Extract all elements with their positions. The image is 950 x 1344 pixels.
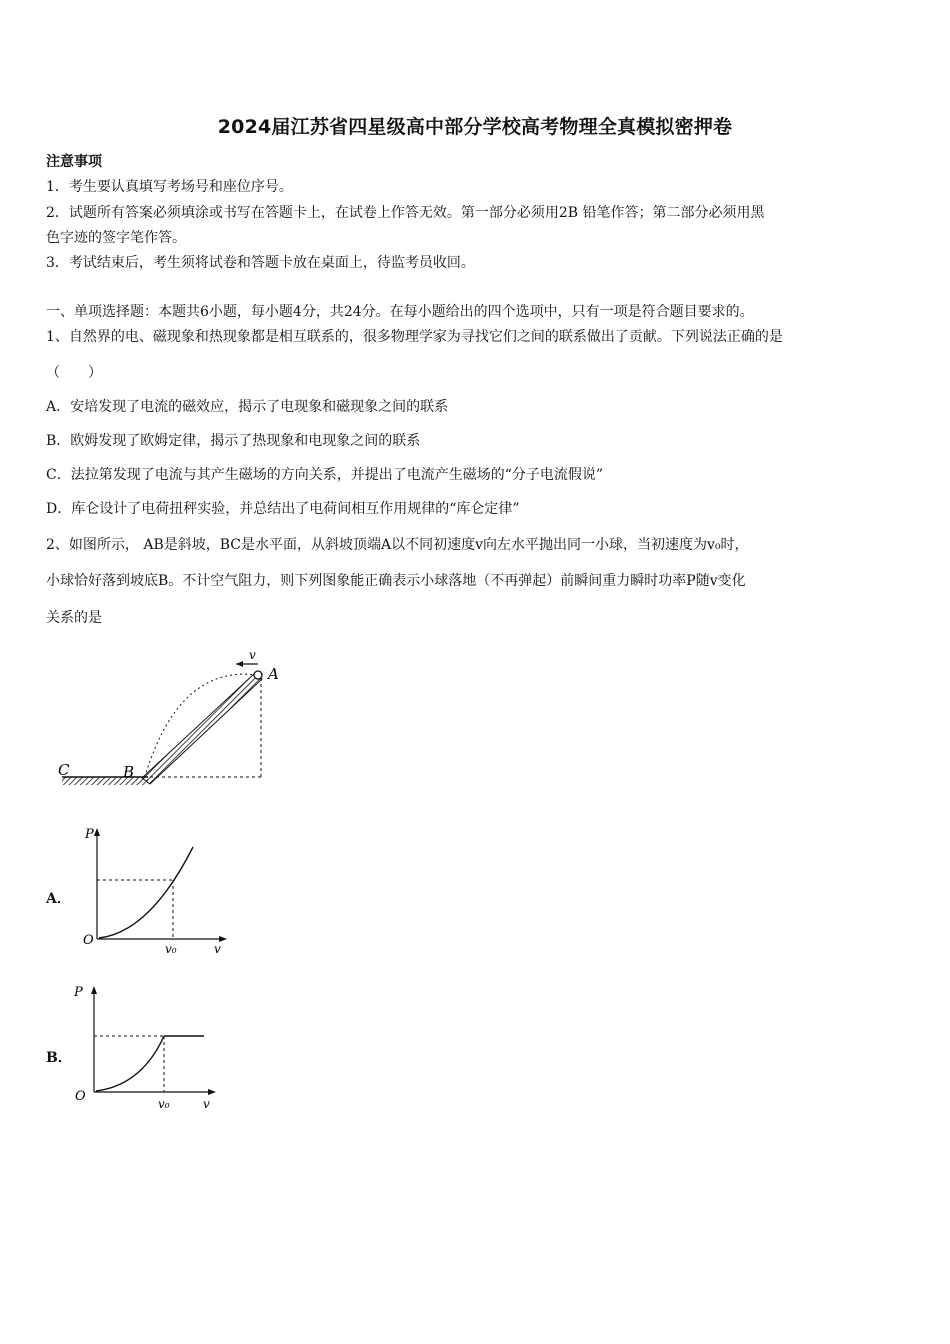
graph-a-y-arrow [94, 828, 100, 836]
point-c-label: C [58, 761, 70, 779]
graph-a [75, 822, 235, 957]
q1-option-a: A．安培发现了电流的磁效应，揭示了电现象和磁现象之间的联系 [46, 399, 449, 415]
q2-stem-2: 小球恰好落到坡底B。不计空气阻力，则下列图象能正确表示小球落地（不再弹起）前瞬间重力瞬时功率P随v变化 [46, 573, 746, 589]
notice-item-2-cont: 色字迹的签字笔作答。 [46, 230, 186, 246]
q1-stem: 1、自然界的电、磁现象和热现象都是相互联系的，很多物理学家为寻找它们之间的联系做出了贡献。下列说法正确的是 [46, 329, 783, 345]
slope-ab [142, 673, 262, 784]
q2-stem-1: 2、如图所示， AB是斜坡，BC是水平面，从斜坡顶端A以不同初速度v向左水平抛出同一小球，当初速度为v₀时， [46, 537, 749, 553]
section-heading: 一、单项选择题：本题共6小题，每小题4分，共24分。在每小题给出的四个选项中，只有一项是符合题目要求的。 [46, 304, 754, 320]
graph-b-curve [96, 1036, 164, 1091]
graph-a-y-label: P [85, 827, 94, 842]
q1-stem-paren: （ ） [46, 365, 102, 381]
notice-heading: 注意事项 [46, 154, 102, 170]
velocity-arrowhead [236, 661, 243, 667]
graph-b-x-arrow [208, 1089, 216, 1095]
notice-item-1: 1．考生要认真填写考场号和座位序号。 [46, 179, 293, 195]
notice-item-3: 3．考试结束后，考生须将试卷和答题卡放在桌面上，待监考员收回。 [46, 255, 475, 271]
graph-a-x-label: v [214, 942, 221, 956]
graph-b-origin: O [75, 1089, 86, 1104]
point-a-label: A [268, 665, 279, 683]
page-title: 2024届江苏省四星级高中部分学校高考物理全真模拟密押卷 [217, 116, 733, 138]
q2-stem-3: 关系的是 [46, 610, 102, 626]
q1-option-c: C．法拉第发现了电流与其产生磁场的方向关系，并提出了电流产生磁场的“分子电流假说” [46, 467, 604, 483]
graph-b-x-label: v [203, 1097, 210, 1111]
q1-option-b: B．欧姆发现了欧姆定律，揭示了热现象和电现象之间的联系 [46, 433, 421, 449]
q1-option-d: D．库仑设计了电荷扭秤实验，并总结出了电荷间相互作用规律的“库仑定律” [46, 501, 520, 517]
point-b-label: B [123, 763, 135, 781]
graph-b [72, 980, 232, 1115]
ball [254, 671, 262, 679]
ground-hatch [62, 777, 148, 785]
choice-b-label: B． [46, 1050, 72, 1066]
graph-a-curve [99, 847, 193, 938]
graph-a-tick: v₀ [165, 942, 177, 956]
graph-b-y-label: P [74, 985, 83, 1000]
graph-b-y-arrow [91, 986, 97, 994]
slope-figure [50, 645, 290, 795]
graph-a-origin: O [83, 933, 94, 948]
choice-a-label: A． [46, 891, 71, 907]
graph-b-tick: v₀ [158, 1097, 170, 1111]
notice-item-2: 2．试题所有答案必须填涂或书写在答题卡上，在试卷上作答无效。第一部分必须用2B 铅笔作答；第二部分必须用黑 [46, 205, 765, 221]
velocity-label: v [249, 648, 256, 662]
